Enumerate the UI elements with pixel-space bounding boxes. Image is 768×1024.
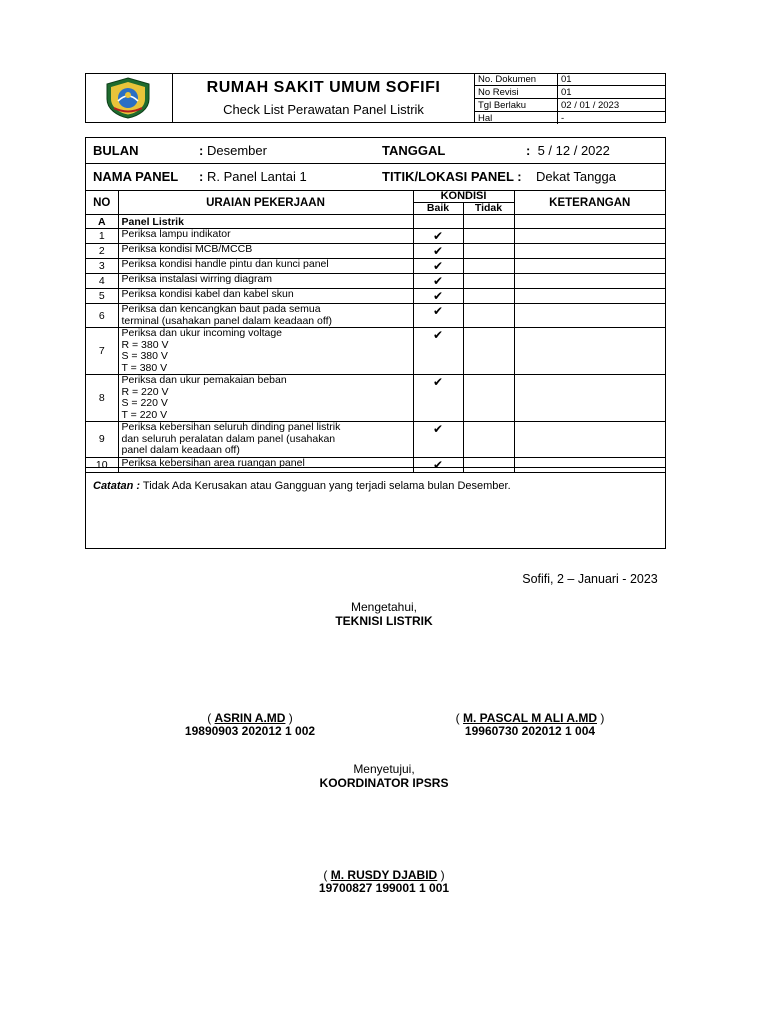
baik-check: ✔: [413, 289, 463, 304]
baik-check: ✔: [413, 304, 463, 328]
col-keterangan-header: KETERANGAN: [514, 191, 665, 215]
checklist-box: [85, 137, 666, 549]
keterangan-cell: [514, 328, 665, 375]
row-line: Periksa dan ukur pemakaian beban: [121, 374, 287, 386]
row-line: S = 380 V: [121, 350, 168, 362]
table-row: [86, 259, 665, 274]
row-description: [118, 304, 413, 328]
place-date: Sofifi, 2 – Januari - 2023: [522, 572, 658, 586]
row-description: [118, 328, 413, 375]
checklist-table: [86, 190, 665, 473]
row-description: [118, 274, 413, 289]
right-signatory: ( M. PASCAL M ALI A.MD ): [455, 711, 605, 725]
tidak-cell: [463, 244, 514, 259]
keterangan-cell: [514, 289, 665, 304]
lokasi-value: Dekat Tangga: [536, 169, 616, 184]
keterangan-cell: [514, 422, 665, 458]
approve-role: KOORDINATOR IPSRS: [319, 776, 449, 790]
logo-cell: [85, 73, 173, 123]
tidak-cell: [463, 229, 514, 244]
keterangan-cell: [514, 375, 665, 422]
keterangan-cell: [514, 229, 665, 244]
tidak-cell: [463, 259, 514, 274]
row-description: [118, 289, 413, 304]
table-row: [86, 375, 665, 422]
meta-value: -: [561, 112, 565, 124]
col-baik-header: Baik: [413, 203, 463, 215]
row-line: dan seluruh peralatan dalam panel (usahakan: [121, 432, 336, 445]
bulan-label: BULAN: [93, 143, 139, 158]
row-no: 1: [86, 229, 118, 244]
document-subtitle: Check List Perawatan Panel Listrik: [223, 102, 424, 117]
coord-signatory: ( M. RUSDY DJABID ): [323, 868, 445, 882]
col-uraian-header: URAIAN PEKERJAAN: [118, 191, 413, 215]
meta-key: No. Dokumen: [475, 73, 558, 86]
keterangan-cell: [514, 304, 665, 328]
baik-check: ✔: [413, 457, 463, 472]
row-line: Periksa kondisi MCB/MCCB: [121, 243, 253, 255]
hospital-logo: [104, 77, 152, 119]
row-line: Periksa kondisi handle pintu dan kunci panel: [121, 258, 329, 270]
document-meta: [474, 73, 666, 123]
tidak-cell: [463, 457, 514, 472]
approve-label: Menyetujui,: [353, 762, 415, 776]
known-role: TEKNISI LISTRIK: [335, 614, 433, 628]
lokasi-label: TITIK/LOKASI PANEL :: [382, 169, 522, 184]
row-description: [118, 457, 413, 472]
row-no: 2: [86, 244, 118, 259]
known-label: Mengetahui,: [350, 600, 418, 614]
tidak-cell: [463, 274, 514, 289]
keterangan-cell: [514, 244, 665, 259]
baik-check: ✔: [413, 274, 463, 289]
meta-value: 01: [558, 86, 667, 99]
table-row: [86, 422, 665, 458]
catatan-label: Catatan :: [93, 480, 141, 492]
row-line: panel dalam keadaan off): [121, 444, 240, 456]
row-description: [118, 375, 413, 422]
left-nip: 19890903 202012 1 002: [184, 724, 316, 738]
baik-check: ✔: [413, 375, 463, 422]
tanggal-value: : 5 / 12 / 2022: [526, 143, 610, 158]
baik-check: ✔: [413, 229, 463, 244]
table-row: [86, 328, 665, 375]
row-description: [118, 422, 413, 458]
row-line: T = 220 V: [121, 408, 168, 421]
row-description: [118, 244, 413, 259]
row-line: Periksa dan kencangkan baut pada semua: [121, 303, 321, 315]
row-line: Periksa dan ukur incoming voltage: [121, 327, 283, 339]
section-title: Panel Listrik: [118, 215, 413, 229]
section-no: A: [86, 215, 118, 229]
col-kondisi-header: KONDISI: [413, 191, 514, 203]
table-row: [86, 457, 665, 472]
panel-label: NAMA PANEL: [93, 169, 179, 184]
row-line: Periksa instalasi wirring diagram: [121, 273, 273, 285]
table-row: [86, 274, 665, 289]
row-no: 9: [86, 422, 118, 458]
meta-key: Hal: [475, 112, 558, 125]
row-line: Periksa kebersihan area ruangan panel: [121, 456, 305, 469]
keterangan-cell: [514, 259, 665, 274]
row-line: S = 220 V: [121, 397, 168, 409]
keterangan-cell: [514, 274, 665, 289]
catatan-text: Tidak Ada Kerusakan atau Gangguan yang terjadi selama bulan Desember.: [142, 480, 511, 492]
coord-nip: 19700827 199001 1 001: [318, 881, 450, 895]
row-line: R = 380 V: [121, 338, 169, 351]
table-row: [86, 304, 665, 328]
table-row: [86, 244, 665, 259]
baik-check: ✔: [413, 244, 463, 259]
left-signatory: ( ASRIN A.MD ): [207, 711, 293, 725]
row-description: [118, 229, 413, 244]
meta-value: 02 / 01 / 2023: [558, 99, 667, 112]
title-cell: [173, 73, 474, 123]
hospital-name: RUMAH SAKIT UMUM SOFIFI: [206, 79, 441, 96]
meta-key: No Revisi: [475, 86, 558, 99]
row-no: 8: [86, 375, 118, 422]
tidak-cell: [463, 422, 514, 458]
row-line: Periksa kondisi kabel dan kabel skun: [121, 288, 294, 300]
tanggal-label: TANGGAL: [382, 143, 446, 158]
row-no: 6: [86, 304, 118, 328]
col-tidak-header: Tidak: [463, 203, 514, 215]
right-nip: 19960730 202012 1 004: [464, 724, 596, 738]
baik-check: ✔: [413, 422, 463, 458]
row-line: Periksa kebersihan seluruh dinding panel listrik: [121, 421, 341, 433]
tidak-cell: [463, 328, 514, 375]
table-row: [86, 289, 665, 304]
tidak-cell: [463, 304, 514, 328]
catatan-note: [93, 480, 511, 492]
row-no: 5: [86, 289, 118, 304]
row-no: 3: [86, 259, 118, 274]
meta-value: 01: [558, 73, 667, 86]
row-description: [118, 259, 413, 274]
baik-check: ✔: [413, 328, 463, 375]
tidak-cell: [463, 289, 514, 304]
row-no: 4: [86, 274, 118, 289]
row-line: Periksa lampu indikator: [121, 228, 231, 240]
meta-key: Tgl Berlaku: [475, 99, 558, 112]
panel-value: : R. Panel Lantai 1: [199, 169, 307, 184]
bulan-value: : Desember: [199, 143, 267, 158]
row-line: T = 380 V: [121, 361, 168, 374]
row-no: 7: [86, 328, 118, 375]
row-line: R = 220 V: [121, 385, 169, 398]
keterangan-cell: [514, 457, 665, 472]
row-line: terminal (usahakan panel dalam keadaan off): [121, 314, 333, 327]
table-row: [86, 229, 665, 244]
col-no-header: NO: [86, 191, 118, 215]
tidak-cell: [463, 375, 514, 422]
row-no: 10: [86, 457, 118, 472]
baik-check: ✔: [413, 259, 463, 274]
